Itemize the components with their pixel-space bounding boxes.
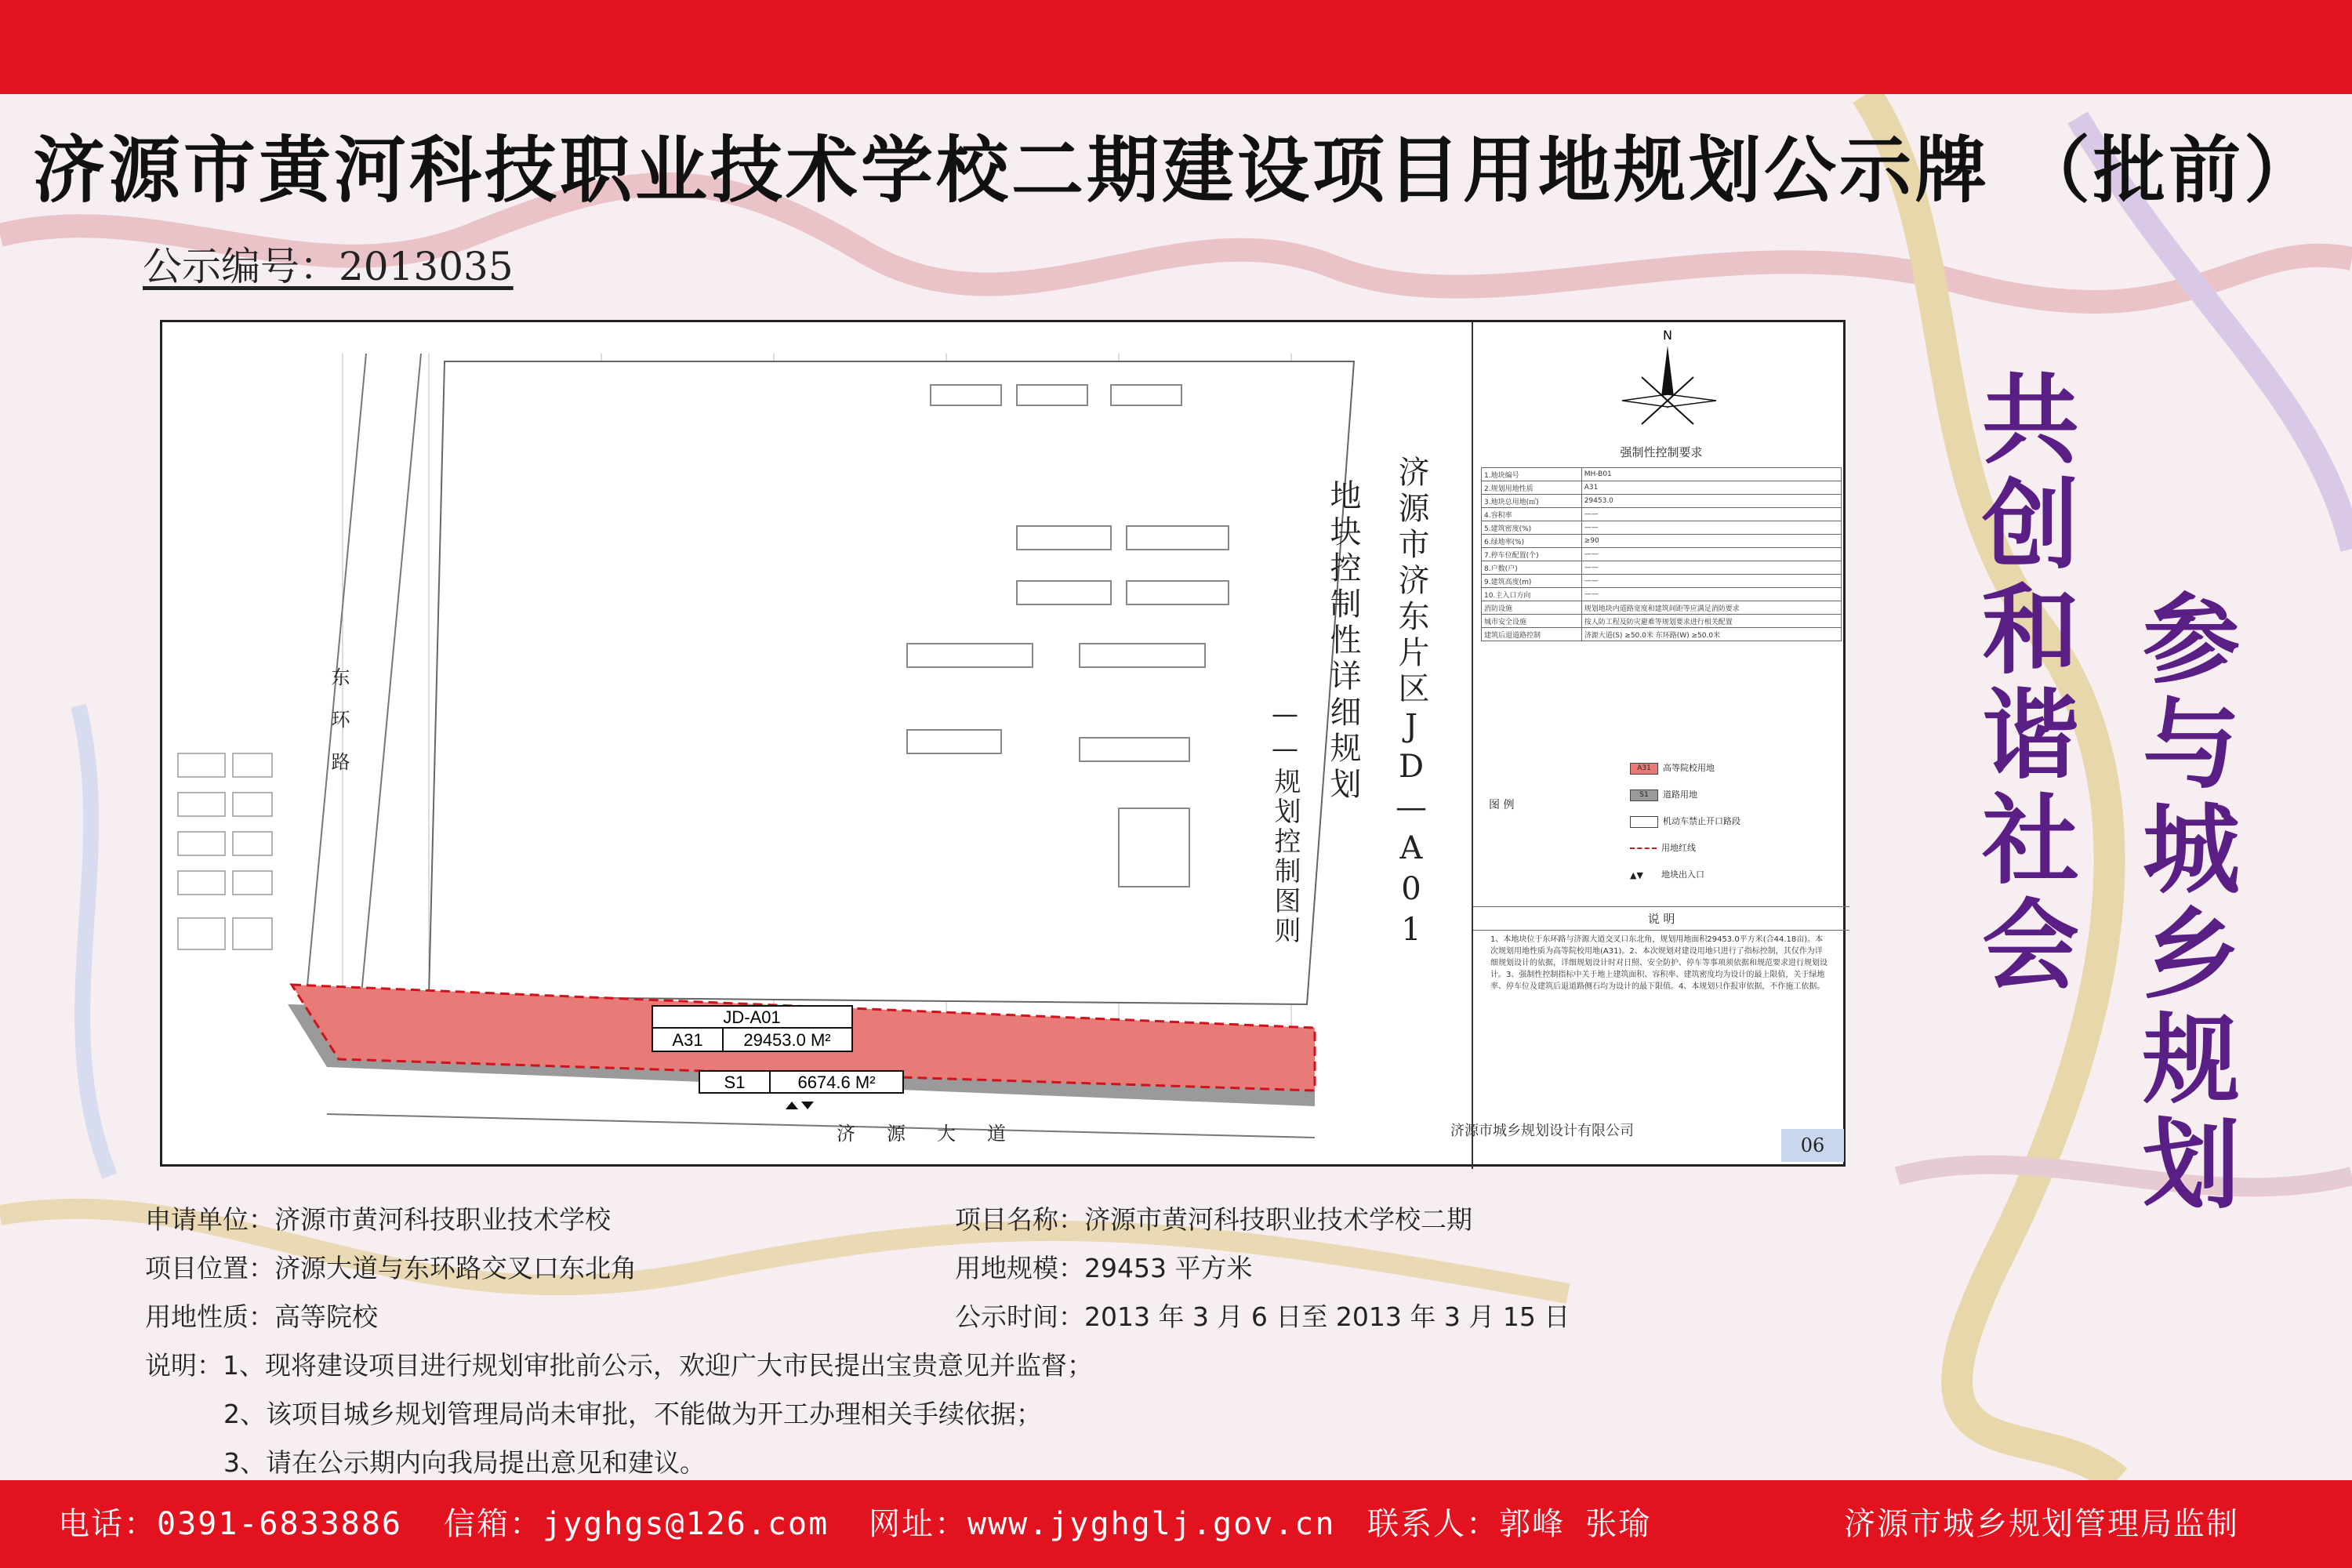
scale-value: 29453 平方米 (1084, 1253, 1253, 1283)
legend-swatch (1630, 816, 1658, 828)
control-key: 城市安全设施 (1482, 615, 1582, 628)
control-row (1482, 495, 1842, 508)
legend-text: 道路用地 (1663, 789, 1697, 800)
control-value: 29453.0 (1581, 495, 1841, 508)
control-key: 2.规划用地性质 (1482, 481, 1582, 495)
footer-website: 网址：www.jyghglj.gov.cn (869, 1506, 1336, 1542)
north-label: N (1663, 328, 1672, 343)
note-3-row (223, 1443, 706, 1479)
note-2-row (223, 1394, 1042, 1431)
control-row (1482, 601, 1842, 615)
control-row (1482, 548, 1842, 561)
location-value: 济源大道与东环路交叉口东北角 (274, 1253, 637, 1283)
control-row (1482, 615, 1842, 628)
page-title: 济源市黄河科技职业技术学校二期建设项目用地规划公示牌 （批前） (32, 129, 2320, 212)
control-key: 7.停车位配置(个) (1482, 548, 1582, 561)
control-value: 规划地块内道路宽度和建筑间距等应满足消防要求 (1581, 601, 1841, 615)
applicant-value: 济源市黄河科技职业技术学校 (274, 1204, 611, 1235)
drawing-notes: 1、本地块位于东环路与济源大道交叉口东北角，规划用地面积29453.0平方米(合44.18亩)。本次规划用地性质为高等院校用地(A31)。2、本次规划对建设用地只进行了指标控制，其仅作为详细规划设计的依据，详细规划设计时对日照、安全防护、停车等事项须依据和规范要求进行规划设计。3、强制性控制指标中关于地上建筑面积、容积率、建筑密度均为设计的最上限值，关于绿地率、停车位及建筑后退道路侧石均为设计的最下限值。4、本规划只作报审依据，不作施工依据。 (1490, 935, 1828, 991)
control-key: 5.建筑密度(%) (1482, 521, 1582, 535)
footer-contact: 联系人：郭峰 张瑜 (1367, 1506, 1652, 1542)
applicant-label: 申请单位： (145, 1204, 274, 1235)
legend-item (1630, 788, 1697, 801)
period-value: 2013 年 3 月 6 日至 2013 年 3 月 15 日 (1084, 1301, 1570, 1332)
road-area: 6674.6 M² (797, 1073, 876, 1092)
parcel-area: 29453.0 M² (743, 1030, 831, 1050)
parcel-type: A31 (672, 1030, 703, 1050)
top-red-band (0, 0, 2352, 94)
legend-item (1630, 868, 1704, 880)
north-arrow-icon (1473, 322, 1849, 432)
control-value: ≥90 (1581, 535, 1841, 548)
control-row (1482, 535, 1842, 548)
control-row (1482, 588, 1842, 601)
control-value: —— (1581, 588, 1841, 601)
control-value: —— (1581, 521, 1841, 535)
company-name: 济源市城乡规划设计有限公司 (1450, 1123, 1634, 1139)
control-row (1482, 575, 1842, 588)
control-value: 济源大道(S) ≥50.0米 东环路(W) ≥50.0米 (1581, 628, 1841, 641)
slogan-right: 参与城乡规划 (2126, 588, 2240, 1218)
control-row (1482, 481, 1842, 495)
control-value: —— (1581, 575, 1841, 588)
note-1: 1、现将建设项目进行规划审批前公示，欢迎广大市民提出宝贵意见并监督； (223, 1350, 1093, 1381)
control-value: —— (1581, 508, 1841, 521)
control-title: 强制性控制要求 (1620, 445, 1703, 459)
control-table (1481, 467, 1842, 641)
location-label: 项目位置： (145, 1253, 274, 1283)
legend-item (1630, 761, 1715, 775)
control-key: 建筑后退道路控制 (1482, 628, 1582, 641)
control-row (1482, 521, 1842, 535)
control-key: 1.地块编号 (1482, 468, 1582, 481)
control-row (1482, 508, 1842, 521)
control-value: MH-B01 (1581, 468, 1841, 481)
period-label: 公示时间： (955, 1301, 1084, 1332)
control-row (1482, 628, 1842, 641)
control-row (1482, 468, 1842, 481)
parcel-code: JD-A01 (723, 1007, 781, 1027)
control-key: 3.地块总用地(㎡) (1482, 495, 1582, 508)
entrance-arrow-icon (786, 1102, 814, 1109)
control-panel (1472, 322, 1849, 1169)
control-value: 按人防工程及防灾避难等规划要求进行相关配置 (1581, 615, 1841, 628)
control-key: 10.主入口方向 (1482, 588, 1582, 601)
applicant (145, 1200, 611, 1236)
legend-text: 地块出入口 (1661, 869, 1704, 880)
footer-supervisor: 济源市城乡规划管理局监制 (1844, 1506, 2239, 1542)
project-location (145, 1248, 637, 1285)
legend-item (1630, 815, 1740, 828)
footer-email: 信箱：jyghgs@126.com (444, 1506, 829, 1542)
land-nature (145, 1297, 378, 1334)
legend-swatch: S1 (1630, 789, 1658, 801)
legend-text: 用地红线 (1661, 843, 1696, 853)
page-number: 06 (1781, 1129, 1844, 1162)
slogan-left: 共创和谐社会 (1965, 368, 2079, 999)
notes-label: 说明： (145, 1350, 223, 1381)
control-key: 消防设施 (1482, 601, 1582, 615)
road-type: S1 (724, 1073, 746, 1092)
road-label-east: 东环路 (328, 667, 350, 794)
legend-item (1630, 841, 1696, 854)
note-2: 2、该项目城乡规划管理局尚未审批，不能做为开工办理相关手续依据； (223, 1399, 1042, 1429)
control-key: 6.绿地率(%) (1482, 535, 1582, 548)
project-name (955, 1200, 1472, 1236)
control-value: —— (1581, 561, 1841, 575)
nature-value: 高等院校 (274, 1301, 378, 1332)
land-scale (955, 1248, 1252, 1285)
notice-number-label: 公示编号： (143, 244, 339, 289)
nature-label: 用地性质： (145, 1301, 274, 1332)
legend-swatch (1630, 848, 1657, 849)
legend-text: 高等院校用地 (1663, 763, 1715, 773)
control-key: 4.容积率 (1482, 508, 1582, 521)
legend-label: 图 例 (1489, 799, 1515, 811)
control-value: —— (1581, 548, 1841, 561)
road-label-south: 济源大道 (837, 1123, 1037, 1145)
note-3: 3、请在公示期内向我局提出意见和建议。 (223, 1447, 706, 1478)
legend-swatch: ▲▼ (1630, 869, 1643, 880)
plan-title-3: ——规划控制图则 (1269, 699, 1301, 946)
planning-drawing (160, 320, 1846, 1167)
control-key: 8.户数(户) (1482, 561, 1582, 575)
legend-text: 机动车禁止开口路段 (1663, 816, 1740, 826)
project-value: 济源市黄河科技职业技术学校二期 (1084, 1204, 1472, 1235)
plan-title-1: 济源市济东片区JD—A01 (1393, 456, 1429, 953)
control-row (1482, 561, 1842, 575)
control-value: A31 (1581, 481, 1841, 495)
plan-title-2: 地块控制性详细规划 (1325, 479, 1361, 804)
notes-title: 说 明 (1473, 906, 1849, 931)
footer-phone: 电话：0391-6833886 (58, 1506, 402, 1542)
notice-number (143, 235, 514, 292)
legend-swatch: A31 (1630, 763, 1658, 775)
scale-label: 用地规模： (955, 1253, 1084, 1283)
info-notes (145, 1345, 1093, 1382)
notice-number-value: 2013035 (339, 244, 514, 289)
control-key: 9.建筑高度(m) (1482, 575, 1582, 588)
notice-period (955, 1297, 1570, 1334)
project-label: 项目名称： (955, 1204, 1084, 1235)
